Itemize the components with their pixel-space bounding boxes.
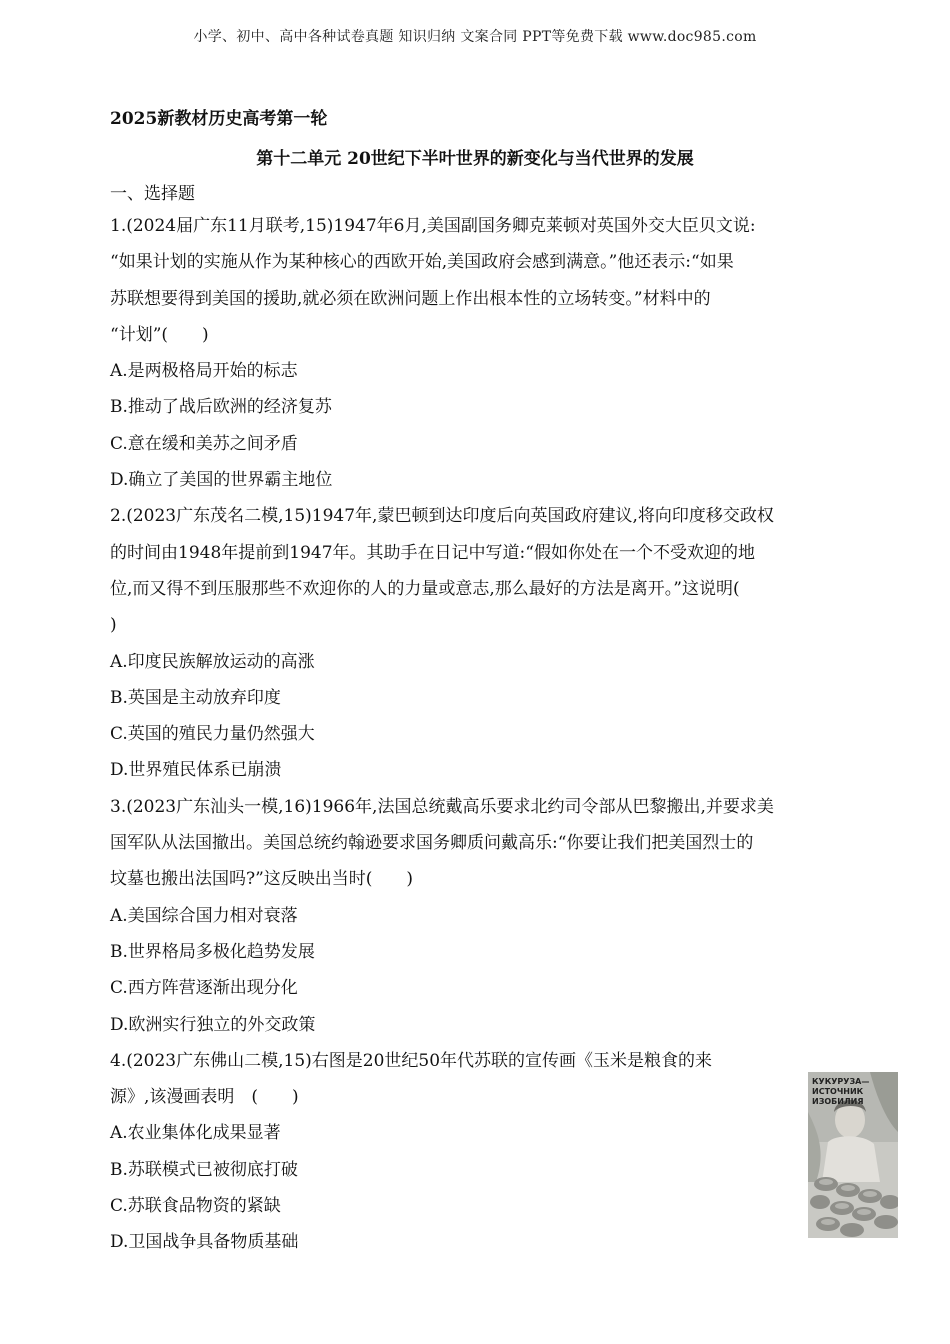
option-a: A.是两极格局开始的标志 <box>110 361 298 382</box>
question-stem-line: “计划”( ) <box>110 324 209 345</box>
question-3 <box>110 789 842 1043</box>
option-c: C.苏联食品物资的紧缺 <box>110 1196 281 1217</box>
unit-title: 第十二单元 20世纪下半叶世界的新变化与当代世界的发展 <box>256 149 694 169</box>
question-stem-line: 2.(2023广东茂名二模,15)1947年,蒙巴顿到达印度后向英国政府建议,将向印度移交政权 <box>110 506 774 527</box>
option-a: A.美国综合国力相对衰落 <box>110 905 298 926</box>
question-4 <box>110 1043 842 1261</box>
question-stem-line: “如果计划的实施从作为某种核心的西欧开始,美国政府会感到满意。”他还表示:“如果 <box>110 252 734 273</box>
question-2 <box>110 498 842 788</box>
option-d: D.欧洲实行独立的外交政策 <box>110 1014 316 1035</box>
question-stem-line: 国军队从法国撤出。美国总统约翰逊要求国务卿质问戴高乐:“你要让我们把美国烈士的 <box>110 833 754 854</box>
option-d: D.确立了美国的世界霸主地位 <box>110 470 333 491</box>
question-stem-line: 苏联想要得到美国的援助,就必须在欧洲问题上作出根本性的立场转变。”材料中的 <box>110 288 711 309</box>
option-c: C.英国的殖民力量仍然强大 <box>110 724 315 745</box>
question-stem-line: 1.(2024届广东11月联考,15)1947年6月,美国副国务卿克莱顿对英国外交大臣贝文说: <box>110 216 756 236</box>
section-heading: 一、选择题 <box>110 184 195 204</box>
option-b: B.英国是主动放弃印度 <box>110 687 281 708</box>
page-header: 小学、初中、高中各种试卷真题 知识归纳 文案合同 PPT等免费下载 www.doc985.com <box>193 29 757 45</box>
propaganda-poster-image <box>808 1072 898 1238</box>
question-stem-line: ) <box>110 615 117 636</box>
poster-caption-line: КУКУРУЗА— <box>812 1077 870 1086</box>
option-b: B.推动了战后欧洲的经济复苏 <box>110 397 332 418</box>
question-stem-line: 的时间由1948年提前到1947年。其助手在日记中写道:“假如你处在一个不受欢迎的地 <box>110 542 755 563</box>
option-b: B.世界格局多极化趋势发展 <box>110 941 315 962</box>
option-a: A.印度民族解放运动的高涨 <box>110 651 315 672</box>
poster-caption-line: ИЗОБИЛИЯ <box>812 1097 864 1106</box>
option-c: C.意在缓和美苏之间矛盾 <box>110 433 298 454</box>
question-stem-line: 位,而又得不到压服那些不欢迎你的人的力量或意志,那么最好的方法是离开。”这说明( <box>110 578 740 599</box>
poster-caption-line: ИСТОЧНИК <box>812 1087 864 1096</box>
question-stem-line: 3.(2023广东汕头一模,16)1966年,法国总统戴高乐要求北约司令部从巴黎搬出,并要求美 <box>110 796 774 817</box>
document-title: 2025新教材历史高考第一轮 <box>110 109 328 129</box>
option-c: C.西方阵营逐渐出现分化 <box>110 978 298 999</box>
question-list <box>110 208 842 1261</box>
question-stem-line: 源》,该漫画表明 ( ) <box>110 1087 299 1108</box>
option-b: B.苏联模式已被彻底打破 <box>110 1159 298 1180</box>
option-d: D.世界殖民体系已崩溃 <box>110 760 282 781</box>
option-a: A.农业集体化成果显著 <box>110 1123 281 1144</box>
option-d: D.卫国战争具备物质基础 <box>110 1232 299 1253</box>
question-1 <box>110 208 842 498</box>
question-stem-line: 4.(2023广东佛山二模,15)右图是20世纪50年代苏联的宣传画《玉米是粮食的来 <box>110 1050 713 1071</box>
question-stem-line: 坟墓也搬出法国吗?”这反映出当时( ) <box>110 869 414 890</box>
